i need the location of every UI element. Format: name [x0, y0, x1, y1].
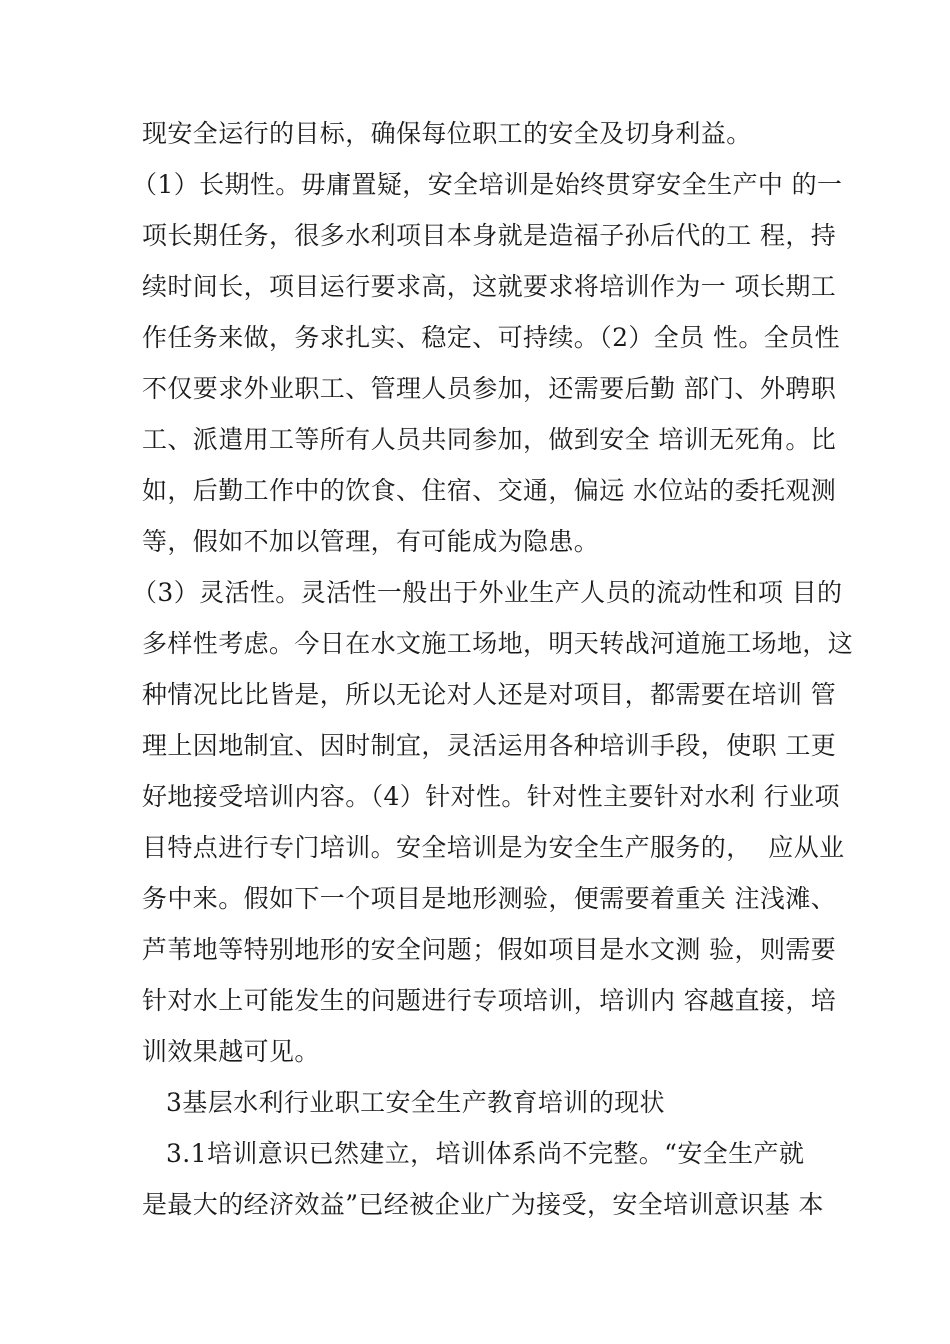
text-line: 针对水上可能发生的问题进行专项培训，培训内 容越直接，培 [142, 986, 837, 1015]
text-line: 种情况比比皆是，所以无论对人还是对项目，都需要在培训 管 [142, 680, 837, 709]
body-text [132, 108, 854, 1230]
text-line: 目特点进行专门培训。安全培训是为安全生产服务的， 应从业 [142, 833, 845, 862]
text-line: 续时间长，项目运行要求高，这就要求将培训作为一 项长期工 [142, 272, 837, 301]
text-line: 现安全运行的目标，确保每位职工的安全及切身利益。 [142, 119, 752, 148]
text-line: 训效果越可见。 [142, 1037, 320, 1066]
text-line: 好地接受培训内容。（4）针对性。针对性主要针对水利 行业项 [142, 782, 840, 811]
text-line: 芦苇地等特别地形的安全问题；假如项目是水文测 验，则需要 [142, 935, 837, 964]
text-line: 是最大的经济效益”已经被企业广为接受，安全培训意识基 本 [142, 1190, 824, 1219]
text-line: 等，假如不加以管理，有可能成为隐患。 [142, 527, 600, 556]
subsection-heading: 3.1培训意识已然建立，培训体系尚不完整。“安全生产就 [166, 1139, 805, 1168]
section-heading: 3基层水利行业职工安全生产教育培训的现状 [166, 1088, 665, 1117]
text-line: 项长期任务，很多水利项目本身就是造福子孙后代的工 程，持 [142, 221, 837, 250]
text-line: 作任务来做，务求扎实、稳定、可持续。（2）全员 性。全员性 [142, 323, 840, 352]
text-line: （1）长期性。毋庸置疑，安全培训是始终贯穿安全生产中 的一 [132, 170, 843, 199]
text-line: 工、派遣用工等所有人员共同参加，做到安全 培训无死角。比 [142, 425, 837, 454]
text-line: 如，后勤工作中的饮食、住宿、交通，偏远 水位站的委托观测 [142, 476, 837, 505]
text-line: 务中来。假如下一个项目是地形测验，便需要着重关 注浅滩、 [142, 884, 837, 913]
text-line: 不仅要求外业职工、管理人员参加，还需要后勤 部门、外聘职 [142, 374, 837, 403]
text-line: （3）灵活性。灵活性一般出于外业生产人员的流动性和项 目的 [132, 578, 843, 607]
text-line: 多样性考虑。今日在水文施工场地，明天转战河道施工场地，这 [142, 629, 854, 658]
text-line: 理上因地制宜、因时制宜，灵活运用各种培训手段，使职 工更 [142, 731, 837, 760]
